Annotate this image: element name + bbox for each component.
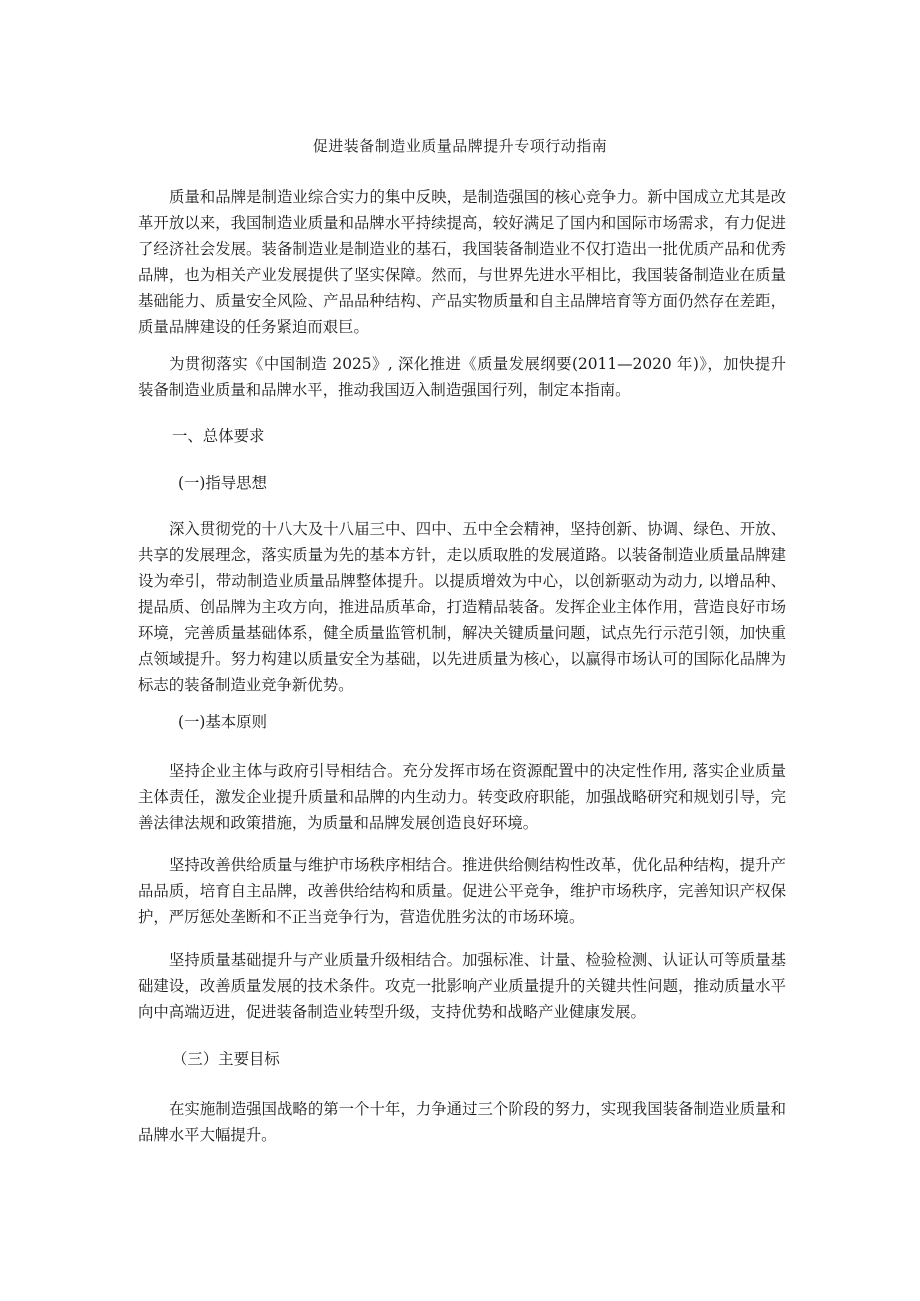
paragraph-principle-quality-foundation: 坚持质量基础提升与产业质量升级相结合。加强标准、计量、检验检测、认证认可等质量基础建设，改善质量发展的技术条件。攻克一批影响产业质量提升的关键共性问题，推动质量水平向中高端迈进，促进装备制造业转型升级，支持优势和战略产业健康发展。 xyxy=(138,951,786,1021)
paragraph-principle-enterprise-government: 坚持企业主体与政府引导相结合。充分发挥市场在资源配置中的决定性作用, 落实企业质量主体责任，激发企业提升质量和品牌的内生动力。转变政府职能，加强战略研究和规划引导，完善法律法规和政策措施，为质量和品牌发展创造良好环境。 xyxy=(138,762,786,832)
subsection-heading-guiding-ideology: (一)指导思想 xyxy=(178,474,267,492)
paragraph-principle-supply-market: 坚持改善供给质量与维护市场秩序相结合。推进供给侧结构性改革，优化品种结构，提升产品品质，培育自主品牌，改善供给结构和质量。促进公平竞争，维护市场秩序，完善知识产权保护，严厉惩处垄断和不正当竞争行为，营造优胜劣汰的市场环境。 xyxy=(138,856,786,926)
document-title: 促进装备制造业质量品牌提升专项行动指南 xyxy=(312,137,608,155)
paragraph-intro-quality-brand: 质量和品牌是制造业综合实力的集中反映，是制造强国的核心竞争力。新中国成立尤其是改革开放以来，我国制造业质量和品牌水平持续提高，较好满足了国内和国际市场需求，有力促进了经济社会发展。装备制造业是制造业的基石，我国装备制造业不仅打造出一批优质产品和优秀品牌，也为相关产业发展提供了坚实保障。然而，与世界先进水平相比，我国装备制造业在质量基础能力、质量安全风险、产品品种结构、产品实物质量和自主品牌培育等方面仍然存在差距，质量品牌建设的任务紧迫而艰巨。 xyxy=(138,188,786,336)
section-heading-general-requirements: 一、总体要求 xyxy=(172,427,265,445)
subsection-heading-main-goals: （三）主要目标 xyxy=(172,1050,280,1068)
subsection-heading-basic-principles: (一)基本原则 xyxy=(178,713,267,731)
paragraph-guiding-ideology: 深入贯彻党的十八大及十八届三中、四中、五中全会精神，坚持创新、协调、绿色、开放、共享的发展理念，落实质量为先的基本方针，走以质取胜的发展道路。以装备制造业质量品牌建设为牵引，带动制造业质量品牌整体提升。以提质增效为中心，以创新驱动为动力, 以增品种、提品质、创品牌为主攻方向，推进品质革命，打造精品装备。发挥企业主体作用，营造良好市场环境，完善质量基础体系，健全质量监管机制，解决关键质量问题，试点先行示范引领，加快重点领域提升。努力构建以质量安全为基础，以先进质量为核心，以赢得市场认可的国际化品牌为标志的装备制造业竞争新优势。 xyxy=(138,520,786,694)
paragraph-purpose: 为贯彻落实《中国制造 2025》, 深化推进《质量发展纲要(2011—2020 年)》，加快提升装备制造业质量和品牌水平，推动我国迈入制造强国行列，制定本指南。 xyxy=(138,355,786,399)
paragraph-main-goals: 在实施制造强国战略的第一个十年，力争通过三个阶段的努力，实现我国装备制造业质量和品牌水平大幅提升。 xyxy=(138,1100,786,1144)
